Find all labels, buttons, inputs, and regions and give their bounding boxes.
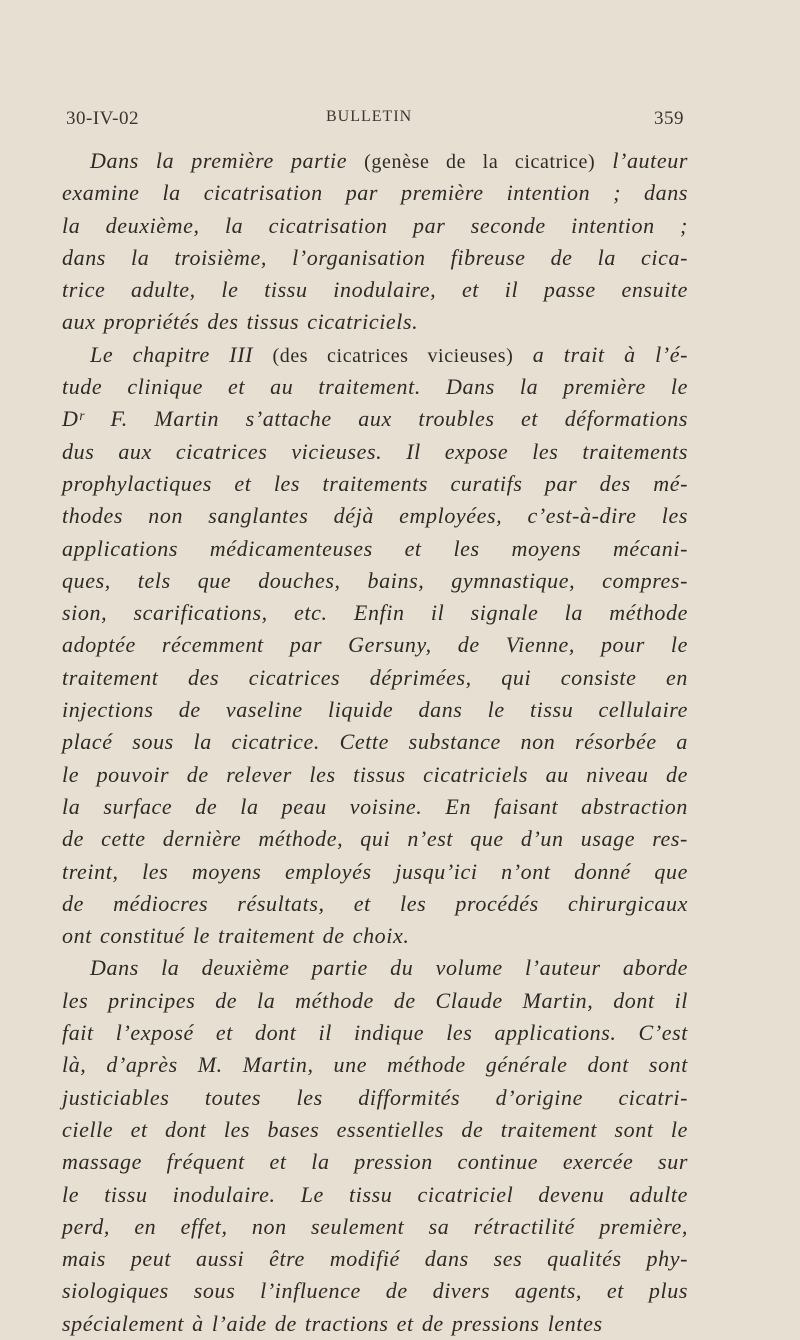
italic-text: adoptée récemment par Gersuny, de Vienne, pour le	[62, 632, 688, 658]
italic-text: l’auteur	[595, 148, 688, 173]
text-line	[62, 210, 688, 242]
text-line	[62, 436, 688, 468]
italic-text: fait l’exposé et dont il indique les applications. C’est	[62, 1020, 688, 1046]
text-line	[62, 1243, 688, 1275]
text-line	[62, 403, 688, 435]
text-line	[62, 468, 688, 500]
italic-text: ques, tels que douches, bains, gymnastique, compres-	[62, 567, 688, 593]
text-line	[62, 1049, 688, 1081]
italic-text: treint, les moyens employés jusqu’ici n’ont donné que	[62, 858, 688, 884]
text-line	[62, 1211, 688, 1243]
text-line	[62, 791, 688, 823]
italic-text: justiciables toutes les difformités d’origine cicatri-	[62, 1084, 688, 1110]
text-line	[62, 274, 688, 306]
italic-text: thodes non sanglantes déjà employées, c’est-à-dire les	[62, 503, 688, 529]
text-line	[62, 920, 688, 952]
text-line	[62, 597, 688, 629]
text-line	[62, 306, 688, 338]
text-line	[62, 823, 688, 855]
italic-text: placé sous la cicatrice. Cette substance non résorbée a	[62, 729, 688, 755]
italic-text: Dans la deuxième partie du volume l’auteur aborde	[90, 955, 688, 981]
text-line	[62, 565, 688, 597]
italic-text: cielle et dont les bases essentielles de traitement sont le	[62, 1116, 688, 1142]
italic-text: applications médicamenteuses et les moyens mécani-	[62, 535, 688, 561]
italic-text: aux propriétés des tissus cicatriciels.	[62, 309, 419, 335]
text-line	[62, 888, 688, 920]
text-line	[62, 726, 688, 758]
text-line	[62, 1308, 688, 1340]
text-line	[62, 662, 688, 694]
italic-text: les principes de la méthode de Claude Martin, dont il	[62, 987, 688, 1013]
text-line	[62, 1114, 688, 1146]
italic-text: siologiques sous l’influence de divers agents, et plus	[62, 1278, 688, 1304]
text-line	[62, 856, 688, 888]
text-line	[62, 500, 688, 532]
italic-text: spécialement à l’aide de tractions et de pressions lentes	[62, 1310, 603, 1336]
text-line	[62, 339, 688, 371]
italic-text: injections de vaseline liquide dans le tissu cellulaire	[62, 697, 688, 723]
text-line	[62, 985, 688, 1017]
italic-text: la deuxième, la cicatrisation par seconde intention ;	[62, 212, 688, 238]
text-line	[62, 177, 688, 209]
italic-text: examine la cicatrisation par première intention ; dans	[62, 180, 688, 206]
text-line	[62, 1082, 688, 1114]
text-line	[62, 952, 688, 984]
italic-text: tude clinique et au traitement. Dans la première le	[62, 374, 688, 400]
running-head	[66, 108, 684, 138]
italic-text: sion, scarifications, etc. Enfin il signale la méthode	[62, 600, 688, 626]
italic-text: mais peut aussi être modifié dans ses qualités phy-	[62, 1246, 688, 1272]
italic-text: massage fréquent et la pression continue exercée sur	[62, 1149, 688, 1175]
text-line	[62, 242, 688, 274]
header-date: 30-IV-02	[66, 108, 139, 129]
text-line	[62, 1275, 688, 1307]
text-line	[62, 371, 688, 403]
body-text	[62, 145, 688, 1340]
italic-text: le pouvoir de relever les tissus cicatriciels au niveau de	[62, 761, 688, 787]
italic-text: la surface de la peau voisine. En faisant abstraction	[62, 793, 688, 819]
italic-text: le tissu inodulaire. Le tissu cicatriciel devenu adulte	[62, 1181, 688, 1207]
italic-text: dans la troisième, l’organisation fibreuse de la cica-	[62, 244, 688, 270]
italic-text: Le chapitre III	[90, 341, 273, 367]
italic-text: perd, en effet, non seulement sa rétractilité première,	[62, 1213, 688, 1239]
italic-text: ont constitué le traitement de choix.	[62, 923, 410, 949]
text-line	[62, 1017, 688, 1049]
italic-text: traitement des cicatrices déprimées, qui consiste en	[62, 664, 688, 690]
italic-text: de médiocres résultats, et les procédés chirurgicaux	[62, 890, 688, 916]
text-line	[62, 694, 688, 726]
italic-text: Dʳ F. Martin s’attache aux troubles et déformations	[62, 406, 688, 432]
roman-text: (des cicatrices vicieuses)	[272, 344, 514, 367]
header-journal-title: BULLETIN	[326, 108, 413, 125]
text-line	[62, 1146, 688, 1178]
italic-text: Dans la première partie	[90, 148, 365, 173]
roman-text: (genèse de la cicatrice)	[364, 151, 596, 173]
text-line	[62, 759, 688, 791]
italic-text: a trait à l’é-	[513, 341, 689, 367]
text-line	[62, 533, 688, 565]
text-line	[62, 629, 688, 661]
italic-text: dus aux cicatrices vicieuses. Il expose les traitements	[62, 438, 688, 464]
italic-text: là, d’après M. Martin, une méthode générale dont sont	[62, 1052, 688, 1078]
text-line	[62, 145, 688, 177]
text-line	[62, 1179, 688, 1211]
italic-text: prophylactiques et les traitements curatifs par des mé-	[62, 470, 688, 496]
page-number: 359	[654, 108, 684, 129]
italic-text: de cette dernière méthode, qui n’est que d’un usage res-	[62, 826, 688, 852]
italic-text: trice adulte, le tissu inodulaire, et il passe ensuite	[62, 277, 688, 303]
